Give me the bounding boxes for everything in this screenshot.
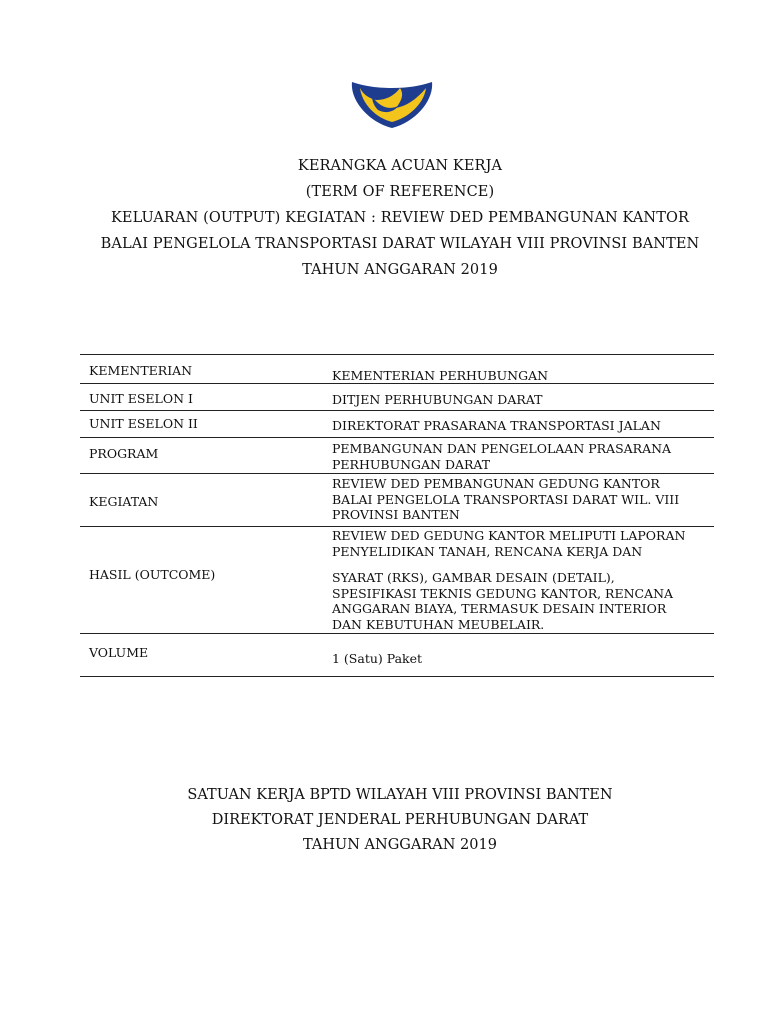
title-line-3: KELUARAN (OUTPUT) KEGIATAN : REVIEW DED PEMBANGUNAN KANTOR <box>110 210 689 226</box>
row-value-kementerian <box>324 355 714 383</box>
value-line: REVIEW DED PEMBANGUNAN GEDUNG KANTOR <box>332 476 660 491</box>
document-title <box>0 153 768 283</box>
value-line: PENYELIDIKAN TANAH, RENCANA KERJA DAN <box>332 543 643 559</box>
value-line: ANGGARAN BIAYA, TERMASUK DESAIN INTERIOR <box>332 601 667 616</box>
row-value-kegiatan <box>324 474 714 526</box>
value-line: KEMENTERIAN PERHUBUNGAN <box>332 368 549 383</box>
title-line-4: BALAI PENGELOLA TRANSPORTASI DARAT WILAYAH VIII PROVINSI BANTEN <box>100 236 700 252</box>
table-row <box>80 437 714 473</box>
value-line: DAN KEBUTUHAN MEUBELAIR. <box>332 616 545 632</box>
value-line: REVIEW DED GEDUNG KANTOR MELIPUTI LAPORAN <box>332 528 686 543</box>
footer-line-3: TAHUN ANGGARAN 2019 <box>303 837 497 853</box>
row-label-unit-eselon-2: UNIT ESELON II <box>89 416 198 431</box>
row-label-unit-eselon-1: UNIT ESELON I <box>89 391 193 406</box>
row-value-unit-eselon-1 <box>324 384 714 410</box>
value-line: PROVINSI BANTEN <box>332 507 460 522</box>
value-line: DITJEN PERHUBUNGAN DARAT <box>332 392 543 407</box>
kementerian-perhubungan-logo <box>350 80 434 130</box>
row-value-unit-eselon-2 <box>324 411 714 437</box>
info-table <box>80 354 714 677</box>
row-value-volume <box>324 634 714 676</box>
value-line: SYARAT (RKS), GAMBAR DESAIN (DETAIL), <box>332 570 615 585</box>
value-line: PERHUBUNGAN DARAT <box>332 456 491 472</box>
value-line: BALAI PENGELOLA TRANSPORTASI DARAT WIL. VIII <box>332 491 680 507</box>
value-line: SPESIFIKASI TEKNIS GEDUNG KANTOR, RENCANA <box>332 585 674 601</box>
row-label-program: PROGRAM <box>89 446 159 461</box>
table-row <box>80 410 714 437</box>
row-label-kementerian: KEMENTERIAN <box>89 363 193 378</box>
title-line-1: KERANGKA ACUAN KERJA <box>297 158 503 174</box>
value-line: DIREKTORAT PRASARANA TRANSPORTASI JALAN <box>332 418 661 433</box>
table-row <box>80 473 714 526</box>
table-row <box>80 633 714 677</box>
document-footer <box>0 783 768 858</box>
footer-line-1: SATUAN KERJA BPTD WILAYAH VIII PROVINSI BANTEN <box>187 787 613 803</box>
value-line: 1 (Satu) Paket <box>332 651 423 666</box>
table-row <box>80 354 714 383</box>
row-value-program <box>324 438 714 473</box>
title-line-2: (TERM OF REFERENCE) <box>305 184 495 200</box>
row-label-hasil-outcome: HASIL (OUTCOME) <box>89 567 216 582</box>
row-label-kegiatan: KEGIATAN <box>89 494 159 509</box>
row-value-hasil-outcome <box>324 527 714 633</box>
value-line: PEMBANGUNAN DAN PENGELOLAAN PRASARANA <box>332 441 672 456</box>
row-label-volume: VOLUME <box>89 645 149 660</box>
table-row <box>80 526 714 633</box>
footer-line-2: DIREKTORAT JENDERAL PERHUBUNGAN DARAT <box>211 812 589 828</box>
table-row <box>80 383 714 410</box>
title-line-5: TAHUN ANGGARAN 2019 <box>302 262 498 278</box>
